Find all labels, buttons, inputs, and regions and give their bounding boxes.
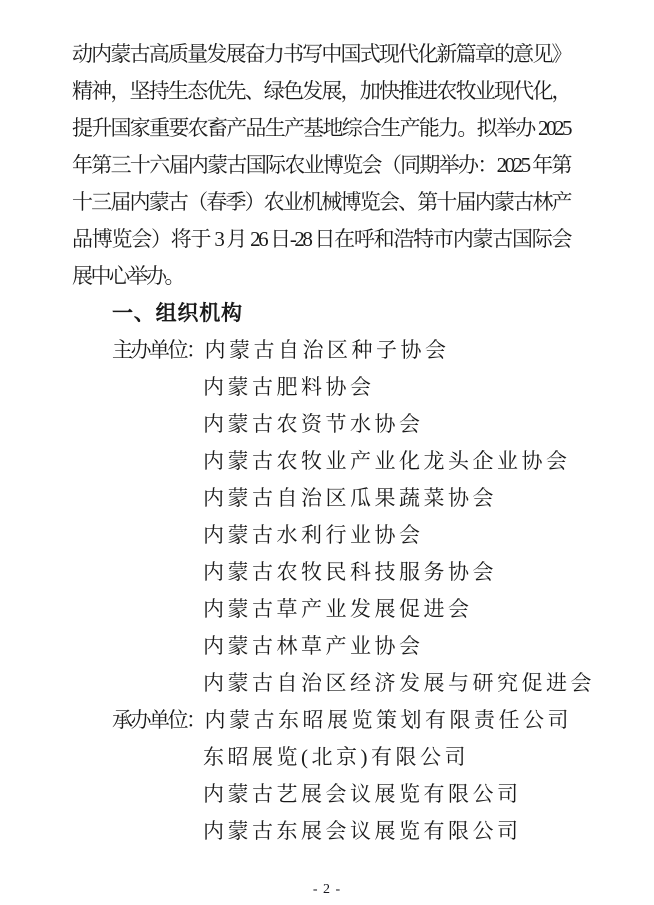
org-row [72, 517, 570, 554]
org-value: 内蒙古自治区种子协会 [204, 338, 450, 362]
org-value: 东昭展览(北京)有限公司 [203, 745, 469, 769]
org-row [72, 776, 570, 813]
org-label [112, 517, 203, 554]
org-label [112, 406, 203, 443]
org-label [112, 591, 203, 628]
org-row [72, 406, 570, 443]
org-label: 主办单位： [112, 338, 205, 362]
org-row [72, 813, 570, 850]
section-heading: 一、组织机构 [112, 301, 243, 325]
org-label [112, 480, 203, 517]
paragraph-line: 十三届内蒙古（春季）农业机械博览会、第十届内蒙古林产 [72, 190, 570, 214]
paragraph-line: 品博览会）将于 3 月 26 日-28 日在呼和浩特市内蒙古国际会 [72, 227, 570, 251]
org-label [112, 813, 203, 850]
org-value: 内蒙古肥料协会 [203, 375, 375, 399]
page-number: - 2 - [312, 882, 342, 897]
org-label [112, 554, 203, 591]
org-label [112, 628, 203, 665]
org-row [72, 480, 570, 517]
org-value: 内蒙古自治区瓜果蔬菜协会 [203, 486, 497, 510]
paragraph-line: 提升国家重要农畜产品生产基地综合生产能力。拟举办 2025 [72, 116, 570, 140]
org-label: 承办单位： [112, 708, 205, 732]
org-row [72, 628, 570, 665]
org-row [72, 554, 570, 591]
paragraph-line: 动内蒙古高质量发展奋力书写中国式现代化新篇章的意见》 [72, 42, 570, 66]
org-value: 内蒙古林草产业协会 [203, 634, 424, 658]
paragraph-line: 展中心举办。 [72, 264, 183, 288]
paragraph-line: 精神，坚持生态优先、绿色发展，加快推进农牧业现代化， [72, 79, 570, 103]
org-label [112, 369, 203, 406]
org-value: 内蒙古农资节水协会 [203, 412, 424, 436]
org-value: 内蒙古东昭展览策划有限责任公司 [204, 708, 572, 732]
org-row [72, 332, 570, 369]
org-label [112, 443, 203, 480]
org-value: 内蒙古草产业发展促进会 [203, 597, 473, 621]
org-value: 内蒙古水利行业协会 [203, 523, 424, 547]
org-row [72, 665, 595, 702]
org-value: 内蒙古自治区经济发展与研究促进会 [203, 671, 595, 695]
org-row [72, 443, 570, 480]
org-row [72, 739, 570, 776]
org-row [72, 591, 570, 628]
org-label [112, 665, 203, 702]
org-value: 内蒙古农牧民科技服务协会 [203, 560, 497, 584]
org-row [72, 702, 570, 739]
org-label [112, 776, 203, 813]
org-row [72, 369, 570, 406]
org-label [112, 739, 203, 776]
paragraph-line: 年第三十六届内蒙古国际农业博览会（同期举办：2025 年第 [72, 153, 570, 177]
org-value: 内蒙古农牧业产业化龙头企业协会 [203, 449, 571, 473]
org-value: 内蒙古东展会议展览有限公司 [203, 819, 522, 843]
org-value: 内蒙古艺展会议展览有限公司 [203, 782, 522, 806]
